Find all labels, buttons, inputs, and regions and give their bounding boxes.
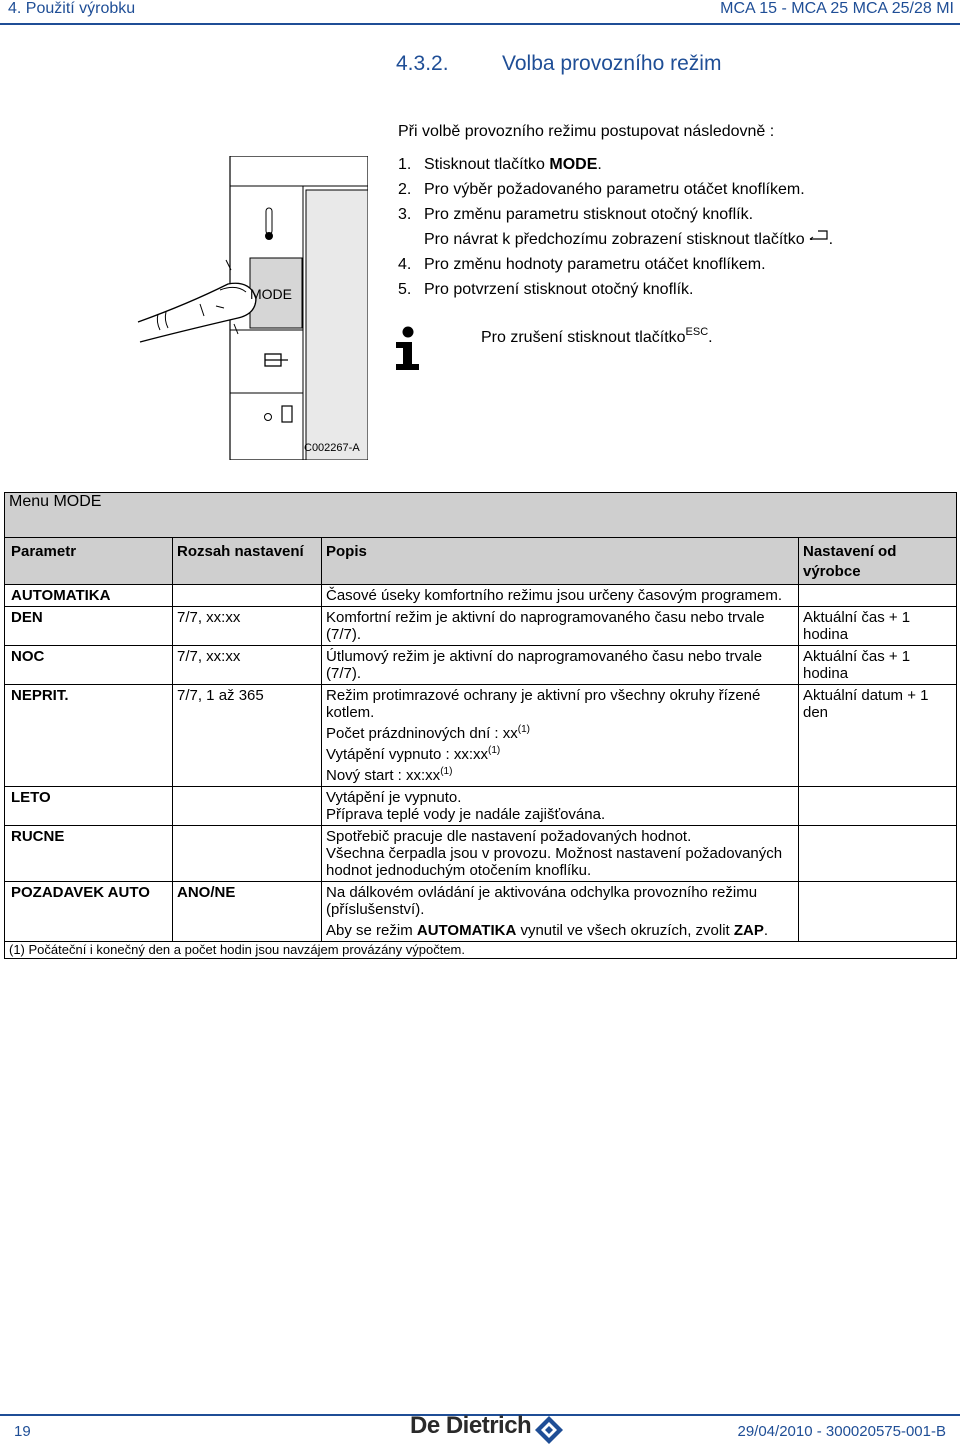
step-list [398,152,833,302]
table-row: NOC 7/7, xx:xx Útlumový režim je aktivní do naprogramovaného času nebo trvale (7/7). Aktuální čas + 1 hodina [5,646,957,685]
table-row: LETO Vytápění je vypnuto. Příprava teplé vody je nadále zajišťována. [5,787,957,826]
step-item: 5. Pro potvrzení stisknout otočný knoflík. [398,281,694,298]
esc-key-label: ESC [685,326,709,338]
step-item: 4. Pro změnu hodnoty parametru otáčet knoflíkem. [398,256,766,273]
table-header-row [5,538,957,585]
step-subitem: Pro návrat k předchozímu zobrazení stisknout tlačítko . [424,231,834,248]
back-key-icon [809,230,829,240]
intro-text: Při volbě provozního režimu postupovat následovně : [398,123,775,140]
info-note: Pro zrušení stisknout tlačítko$^{ESC}$. [481,326,713,346]
col-header-parameter: Parametr [5,538,173,585]
product-header: MCA 15 - MCA 25 MCA 25/28 MI [720,0,954,17]
table-row: DEN 7/7, xx:xx Komfortní režim je aktivní do naprogramovaného času nebo trvale (7/7). Aktuální čas + 1 hodina [5,607,957,646]
col-header-description: Popis [322,538,799,585]
table-row: AUTOMATIKA Časové úseky komfortního režimu jsou určeny časovým programem. [5,585,957,607]
section-title: Volba provozního režim [502,52,722,75]
table-footnote: (1) Počáteční i konečný den a počet hodin jsou navzájem provázány výpočtem. [5,942,957,959]
figure-caption: C002267-A [304,442,360,454]
page-number: 19 [14,1423,31,1440]
info-icon [392,326,424,372]
chapter-header: 4. Použití výrobku [8,0,136,17]
table-row: RUCNE Spotřebič pracuje dle nastavení požadovaných hodnot. Všechna čerpadla jsou v provozu. Možnost nastavení požadovaných hodnot jednoduchým otočením knoflíku. [5,826,957,882]
step-item: 1. Stisknout tlačítko MODE. [398,156,602,173]
brand-logo: De Dietrich [410,1412,532,1439]
brand-logo-icon [534,1415,564,1445]
table-row: POZADAVEK AUTO ANO/NE Na dálkovém ovládání je aktivována odchylka provozního režimu (příslušenství). Aby se režim AUTOMATIKA vynutil ve všech okruzích, zvolit ZAP. [5,882,957,942]
control-panel-illustration [118,156,368,460]
section-number: 4.3.2. [396,52,449,75]
col-header-default: Nastavení od výrobce [799,538,957,585]
mode-button-label: MODE [250,286,292,302]
step-item: 2. Pro výběr požadovaného parametru otáčet knoflíkem. [398,181,805,198]
header-rule [0,23,960,25]
step-item: 3. Pro změnu parametru stisknout otočný knoflík. [398,206,754,223]
table-title: Menu MODE [5,493,957,538]
table-row: NEPRIT. 7/7, 1 až 365 Režim protimrazové ochrany je aktivní pro všechny okruhy řízené kotlem. Počet prázdninových dní : $xx^{(1)}$ Vytápění vypnuto : $xx:xx^{(1)}$ Nový start : $xx:xx^{(1)}$ Aktuální datum + 1 den [5,685,957,787]
col-header-range: Rozsah nastavení [173,538,322,585]
menu-mode-table [4,492,957,959]
document-id: 29/04/2010 - 300020575-001-B [737,1423,946,1440]
